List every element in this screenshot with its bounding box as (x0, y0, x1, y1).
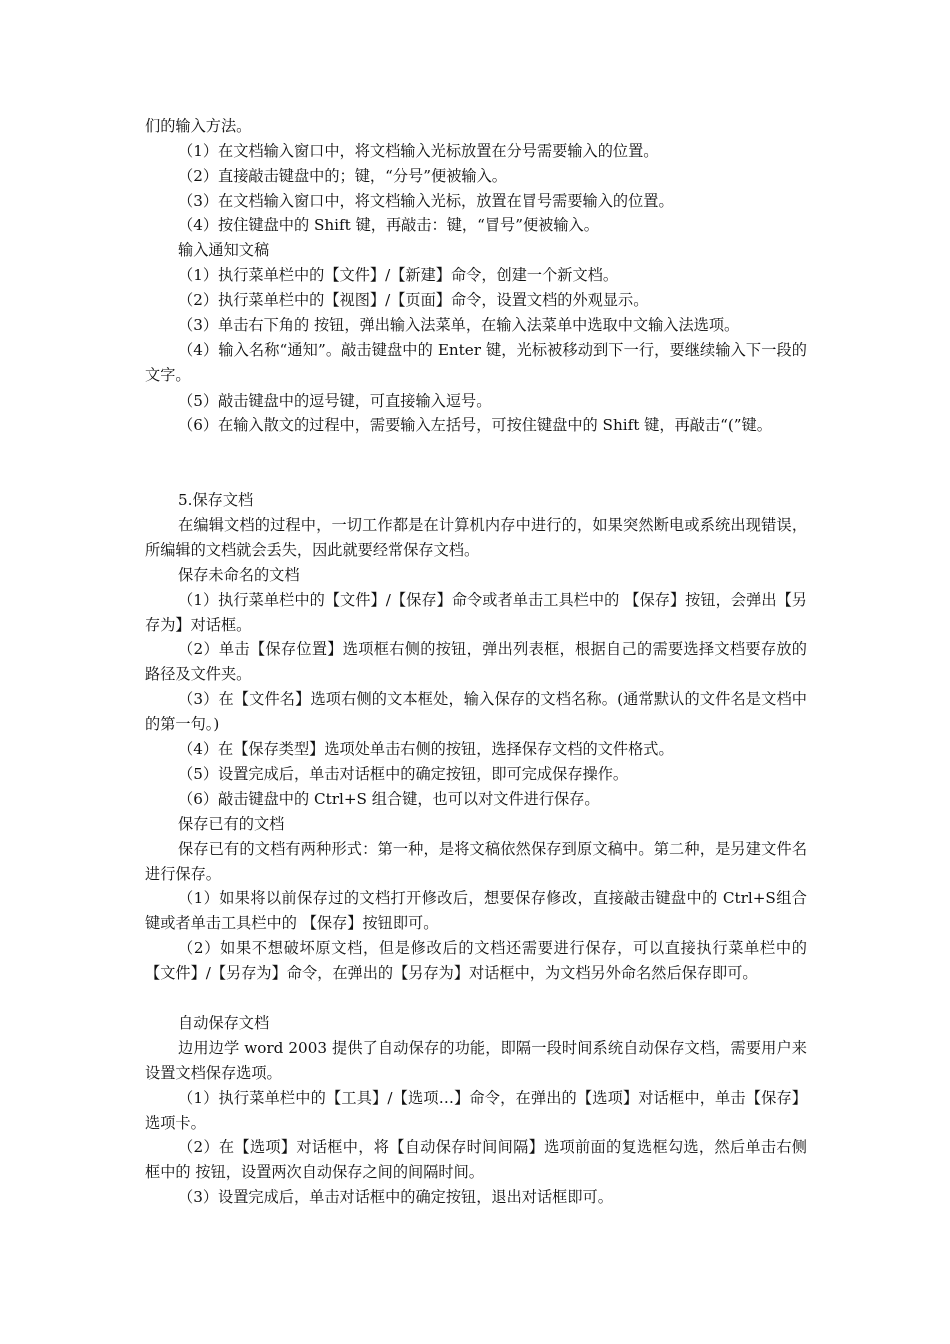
list-item: （2）在【选项】对话框中，将【自动保存时间间隔】选项前面的复选框勾选，然后单击右侧框中的 按钮，设置两次自动保存之间的间隔时间。 (145, 1138, 807, 1181)
list-item: （2）执行菜单栏中的【视图】/【页面】命令，设置文档的外观显示。 (178, 291, 649, 309)
section-heading: 保存已有的文档 (178, 815, 285, 833)
section-heading: 自动保存文档 (178, 1014, 270, 1032)
section-heading: 保存未命名的文档 (178, 566, 300, 584)
list-item: （1）在文档输入窗口中，将文档输入光标放置在分号需要输入的位置。 (178, 142, 659, 160)
list-item: （4）按住键盘中的 Shift 键，再敲击：键，“冒号”便被输入。 (178, 216, 599, 234)
list-item: （3）在【文件名】选项右侧的文本框处，输入保存的文档名称。(通常默认的文件名是文档中的第一句。) (145, 690, 807, 733)
chapter-heading: 5.保存文档 (178, 491, 254, 509)
list-item: （1）执行菜单栏中的【文件】/【保存】命令或者单击工具栏中的 【保存】按钮，会弹出【另存为】对话框。 (145, 591, 807, 634)
list-item: （2）单击【保存位置】选项框右侧的按钮，弹出列表框，根据自己的需要选择文档要存放的路径及文件夹。 (145, 640, 807, 683)
list-item: （6）敲击键盘中的 Ctrl+S 组合键，也可以对文件进行保存。 (178, 790, 600, 808)
list-item: （4）在【保存类型】选项处单击右侧的按钮，选择保存文档的文件格式。 (178, 740, 674, 758)
list-item: （1）执行菜单栏中的【工具】/【选项…】命令，在弹出的【选项】对话框中，单击【保存】选项卡。 (145, 1089, 807, 1132)
list-item: （1）执行菜单栏中的【文件】/【新建】命令，创建一个新文档。 (178, 266, 619, 284)
list-item: （2）如果不想破坏原文档，但是修改后的文档还需要进行保存，可以直接执行菜单栏中的【文件】/【另存为】命令，在弹出的【另存为】对话框中，为文档另外命名然后保存即可。 (145, 939, 807, 982)
paragraph: 在编辑文档的过程中，一切工作都是在计算机内存中进行的，如果突然断电或系统出现错误，所编辑的文档就会丢失，因此就要经常保存文档。 (145, 516, 807, 559)
list-item: （3）在文档输入窗口中，将文档输入光标，放置在冒号需要输入的位置。 (178, 192, 674, 210)
paragraph: 保存已有的文档有两种形式：第一种，是将文稿依然保存到原文稿中。第二种，是另建文件名进行保存。 (145, 840, 807, 883)
list-item: （6）在输入散文的过程中，需要输入左括号，可按住键盘中的 Shift 键，再敲击“(”键。 (178, 416, 772, 434)
section-heading: 输入通知文稿 (178, 241, 270, 259)
list-item: （1）如果将以前保存过的文档打开修改后，想要保存修改，直接敲击键盘中的 Ctrl+S组合键或者单击工具栏中的 【保存】按钮即可。 (145, 889, 807, 932)
list-item: （3）单击右下角的 按钮，弹出输入法菜单，在输入法菜单中选取中文输入法选项。 (178, 316, 740, 334)
list-item: （5）敲击键盘中的逗号键，可直接输入逗号。 (178, 392, 492, 410)
list-item: （3）设置完成后，单击对话框中的确定按钮，退出对话框即可。 (178, 1188, 613, 1206)
paragraph: 边用边学 word 2003 提供了自动保存的功能，即隔一段时间系统自动保存文档，需要用户来设置文档保存选项。 (145, 1039, 807, 1082)
list-item: （4）输入名称“通知”。敲击键盘中的 Enter 键，光标被移动到下一行，要继续输入下一段的文字。 (145, 341, 807, 384)
list-item: （5）设置完成后，单击对话框中的确定按钮，即可完成保存操作。 (178, 765, 629, 783)
list-item: （2）直接敲击键盘中的；键，“分号”便被输入。 (178, 167, 507, 185)
paragraph: 们的输入方法。 (145, 117, 252, 135)
